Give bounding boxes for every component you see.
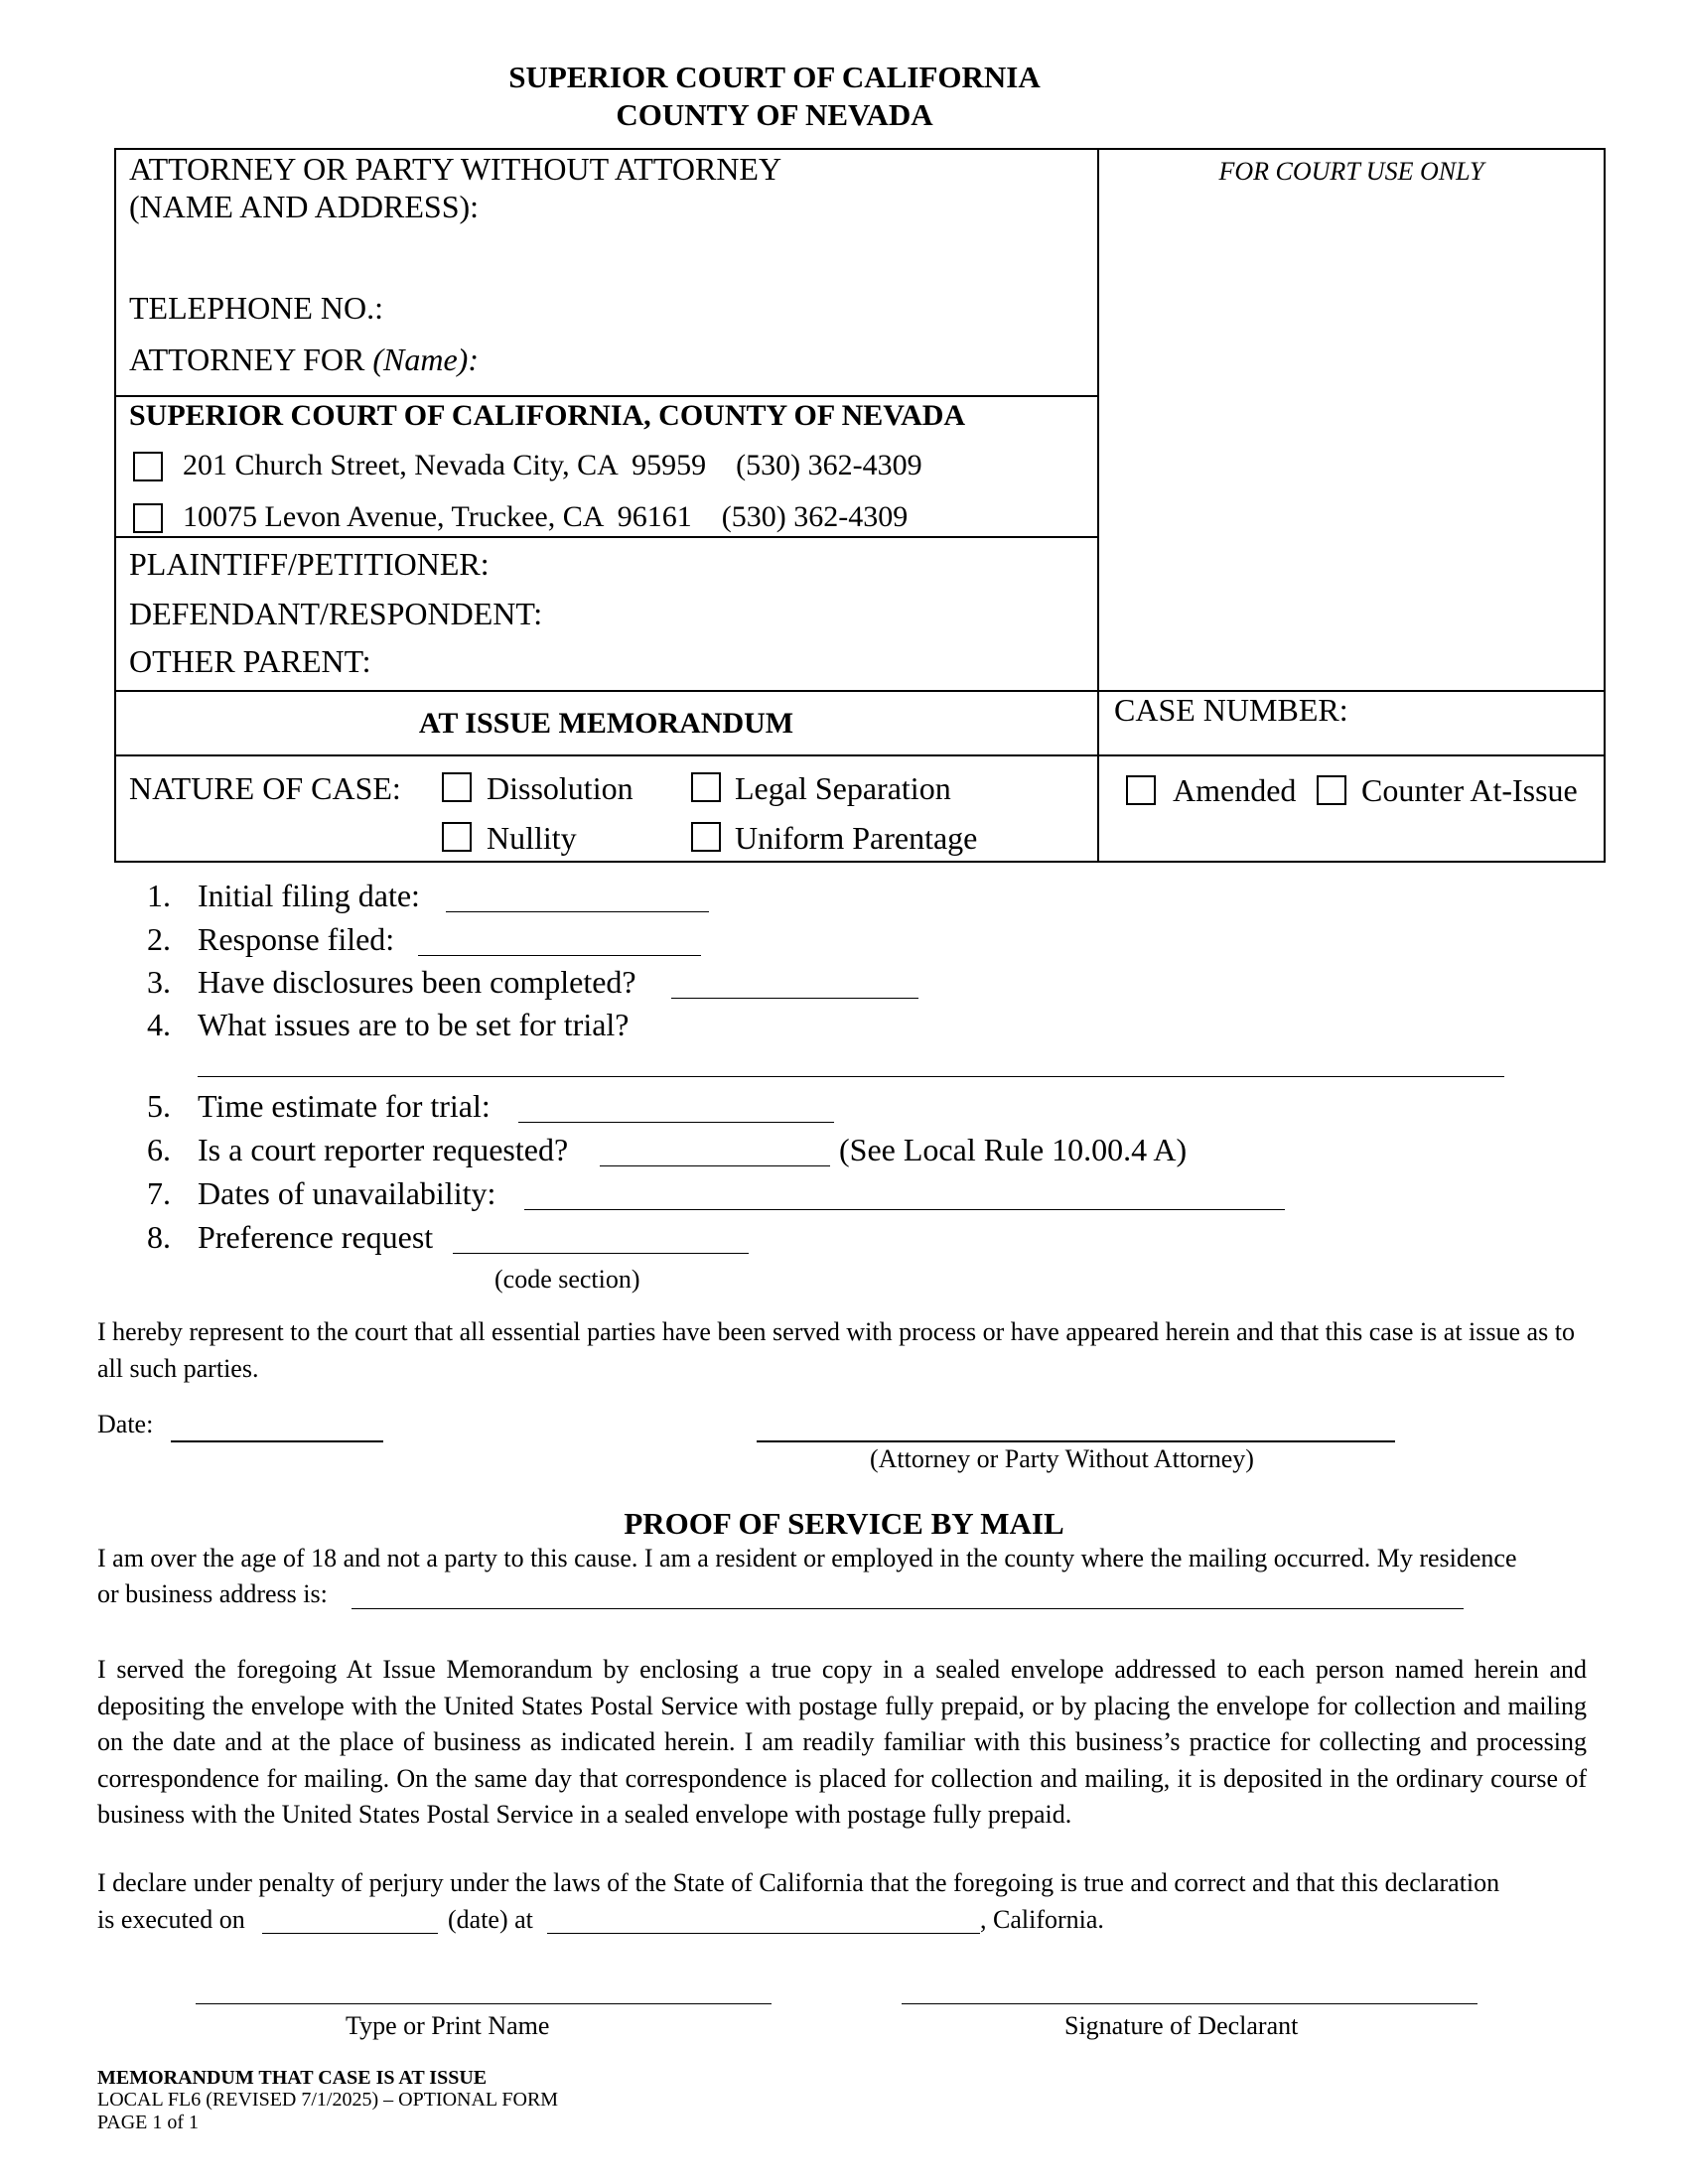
residence-address-field[interactable] (352, 1608, 1464, 1609)
amended-label: Amended (1173, 772, 1297, 808)
q7-number: 7. (147, 1175, 171, 1211)
amended-checkbox[interactable] (1126, 775, 1156, 805)
divider-parties (114, 690, 1606, 692)
q5-number: 5. (147, 1088, 171, 1124)
court-use-text: FOR COURT USE ONLY (1218, 157, 1484, 186)
footer-page-number: PAGE 1 of 1 (97, 2112, 200, 2133)
unavailability-field[interactable] (524, 1209, 1285, 1210)
uniform-parentage-checkbox[interactable] (691, 822, 721, 852)
court-use-label (1097, 157, 1606, 187)
proof-para3-line1: I declare under penalty of perjury under the laws of the State of California that the foregoing is true and correct and that this declaration (97, 1868, 1500, 1897)
nullity-label: Nullity (487, 820, 577, 856)
initial-filing-date-field[interactable] (446, 911, 709, 912)
q8-label: Preference request (198, 1219, 434, 1255)
date-label: Date: (97, 1410, 154, 1438)
q4-label: What issues are to be set for trial? (198, 1007, 630, 1042)
divider-attorney (114, 395, 1098, 397)
counter-at-issue-label: Counter At-Issue (1361, 772, 1578, 808)
nullity-checkbox[interactable] (442, 822, 472, 852)
court-title: SUPERIOR COURT OF CALIFORNIA (508, 60, 1041, 94)
form-title-text: AT ISSUE MEMORANDUM (418, 707, 794, 740)
q3-number: 3. (147, 964, 171, 1000)
legal-separation-checkbox[interactable] (691, 772, 721, 802)
footer-form-name: MEMORANDUM THAT CASE IS AT ISSUE (97, 2067, 488, 2089)
preference-request-field[interactable] (453, 1253, 749, 1254)
attorney-for-name-hint: (Name): (372, 341, 479, 377)
q6-note: (See Local Rule 10.00.4 A) (839, 1132, 1188, 1167)
case-number-label: CASE NUMBER: (1114, 692, 1348, 728)
code-section-caption: (code section) (494, 1265, 640, 1294)
defendant-label: DEFENDANT/RESPONDENT: (129, 596, 543, 631)
q1-label: Initial filing date: (198, 878, 420, 913)
other-parent-label: OTHER PARENT: (129, 643, 371, 679)
signature-declarant-label: Signature of Declarant (1064, 2011, 1299, 2040)
attorney-for-text: ATTORNEY FOR (129, 341, 365, 377)
proof-para3-california: , California. (980, 1905, 1104, 1934)
q5-label: Time estimate for trial: (198, 1088, 491, 1124)
plaintiff-label: PLAINTIFF/PETITIONER: (129, 546, 490, 582)
q2-number: 2. (147, 921, 171, 957)
proof-title (0, 1506, 1688, 1542)
representation-text: I hereby represent to the court that all essential parties have been served with process or have appeared herein and that this case is at issue as to all such parties. (97, 1317, 1575, 1383)
q8-number: 8. (147, 1219, 171, 1255)
dissolution-label: Dissolution (487, 770, 633, 806)
proof-title-text: PROOF OF SERVICE BY MAIL (624, 1506, 1064, 1541)
trial-issues-field[interactable] (198, 1076, 1504, 1077)
proof-para2: I served the foregoing At Issue Memorandum by enclosing a true copy in a sealed envelope addressed to each person named herein and depositing the envelope with the United States Postal Service with postage fully prepaid, or by placing the envelope for collection and mailing on the date and at the place of business as indicated herein. I am readily familiar with this business’s practice for collecting and processing correspondence for mailing. On the same day that correspondence is placed for collection and mailing, it is deposited in the ordinary course of business with the United States Postal Service in a sealed envelope with postage fully prepaid. (97, 1655, 1587, 1829)
print-name-field[interactable] (196, 2003, 772, 2004)
representation-date-field[interactable] (171, 1440, 383, 1442)
proof-para3-date: (date) at (448, 1905, 533, 1934)
q6-number: 6. (147, 1132, 171, 1167)
execution-place-field[interactable] (547, 1933, 980, 1934)
q4-number: 4. (147, 1007, 171, 1042)
divider-title (114, 754, 1606, 756)
q1-number: 1. (147, 878, 171, 913)
telephone-label: TELEPHONE NO.: (129, 290, 383, 326)
location-nevada-city: 201 Church Street, Nevada City, CA 95959 (530) 362-4309 (183, 449, 922, 481)
truckee-checkbox[interactable] (133, 503, 163, 533)
attorney-for-label (129, 341, 479, 378)
uniform-parentage-label: Uniform Parentage (735, 820, 978, 856)
dissolution-checkbox[interactable] (442, 772, 472, 802)
church-street-checkbox[interactable] (133, 452, 163, 481)
attorney-label: ATTORNEY OR PARTY WITHOUT ATTORNEY (129, 151, 782, 187)
execution-date-field[interactable] (262, 1933, 438, 1934)
divider-court (114, 536, 1098, 538)
attorney-signature-field[interactable] (757, 1440, 1395, 1442)
counter-at-issue-checkbox[interactable] (1317, 775, 1346, 805)
attorney-signature-caption: (Attorney or Party Without Attorney) (870, 1444, 1254, 1473)
disclosures-field[interactable] (671, 998, 918, 999)
time-estimate-field[interactable] (518, 1122, 834, 1123)
court-reporter-field[interactable] (600, 1165, 830, 1166)
location-truckee: 10075 Levon Avenue, Truckee, CA 96161 (530) 362-4309 (183, 500, 909, 533)
court-name: SUPERIOR COURT OF CALIFORNIA, COUNTY OF NEVADA (129, 399, 966, 432)
form-title (114, 707, 1098, 741)
nature-of-case-label: NATURE OF CASE: (129, 770, 401, 806)
attorney-label-address: (NAME AND ADDRESS): (129, 189, 480, 224)
print-name-label: Type or Print Name (346, 2011, 550, 2040)
proof-para1-line1: I am over the age of 18 and not a party to this cause. I am a resident or employed in the county where the mailing occurred. My residence (97, 1544, 1517, 1572)
q3-label: Have disclosures been completed? (198, 964, 636, 1000)
legal-separation-label: Legal Separation (735, 770, 951, 806)
q7-label: Dates of unavailability: (198, 1175, 496, 1211)
q6-label: Is a court reporter requested? (198, 1132, 569, 1167)
proof-para3-executed: is executed on (97, 1905, 245, 1934)
footer-form-id: LOCAL FL6 (REVISED 7/1/2025) – OPTIONAL FORM (97, 2089, 559, 2111)
q2-label: Response filed: (198, 921, 395, 957)
county-title: COUNTY OF NEVADA (616, 97, 933, 132)
proof-para1-line2: or business address is: (97, 1579, 328, 1608)
declarant-signature-field[interactable] (902, 2003, 1477, 2004)
response-filed-field[interactable] (418, 955, 701, 956)
